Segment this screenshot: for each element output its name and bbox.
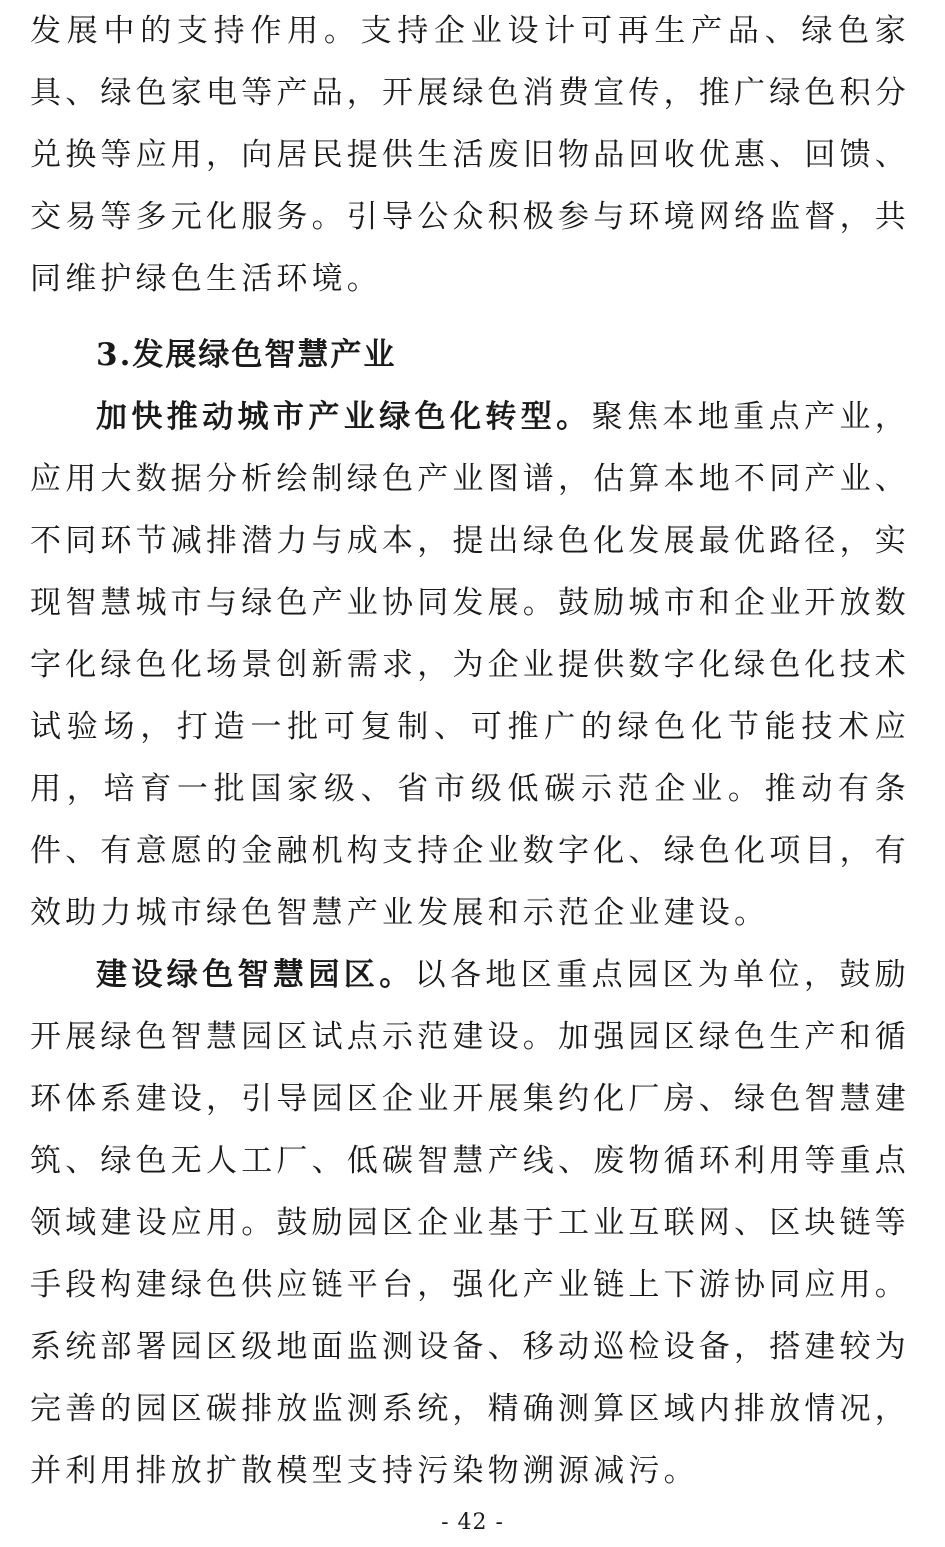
paragraph-industry-transformation — [30, 386, 910, 944]
page-number: - 42 - — [441, 1510, 504, 1535]
section-heading: 3.发展绿色智慧产业 — [96, 337, 397, 373]
paragraph-continuation — [30, 0, 910, 310]
paragraph-text: 发展中的支持作用。支持企业设计可再生产品、绿色家具、绿色家电等产品，开展绿色消费宣传，推广绿色积分兑换等应用，向居民提供生活废旧物品回收优惠、回馈、交易等多元化服务。引导公众积极参与环境网络监督，共同维护绿色生活环境。 — [30, 13, 910, 297]
paragraph-smart-park — [30, 944, 910, 1502]
paragraph-text: 聚焦本地重点产业，应用大数据分析绘制绿色产业图谱，估算本地不同产业、不同环节减排潜力与成本，提出绿色化发展最优路径，实现智慧城市与绿色产业协同发展。鼓励城市和企业开放数字化绿色化场景创新需求，为企业提供数字化绿色化技术试验场，打造一批可复制、可推广的绿色化节能技术应用，培育一批国家级、省市级低碳示范企业。推动有条件、有意愿的金融机构支持企业数字化、绿色化项目，有效助力城市绿色智慧产业发展和示范企业建设。 — [30, 399, 910, 931]
paragraph-text: 以各地区重点园区为单位，鼓励开展绿色智慧园区试点示范建设。加强园区绿色生产和循环体系建设，引导园区企业开展集约化厂房、绿色智慧建筑、绿色无人工厂、低碳智慧产线、废物循环利用等重点领域建设应用。鼓励园区企业基于工业互联网、区块链等手段构建绿色供应链平台，强化产业链上下游协同应用。系统部署园区级地面监测设备、移动巡检设备，搭建较为完善的园区碳排放监测系统，精确测算区域内排放情况，并利用排放扩散模型支持污染物溯源减污。 — [30, 957, 910, 1489]
paragraph-lead: 加快推动城市产业绿色化转型。 — [96, 399, 592, 435]
paragraph-lead: 建设绿色智慧园区。 — [96, 957, 415, 993]
